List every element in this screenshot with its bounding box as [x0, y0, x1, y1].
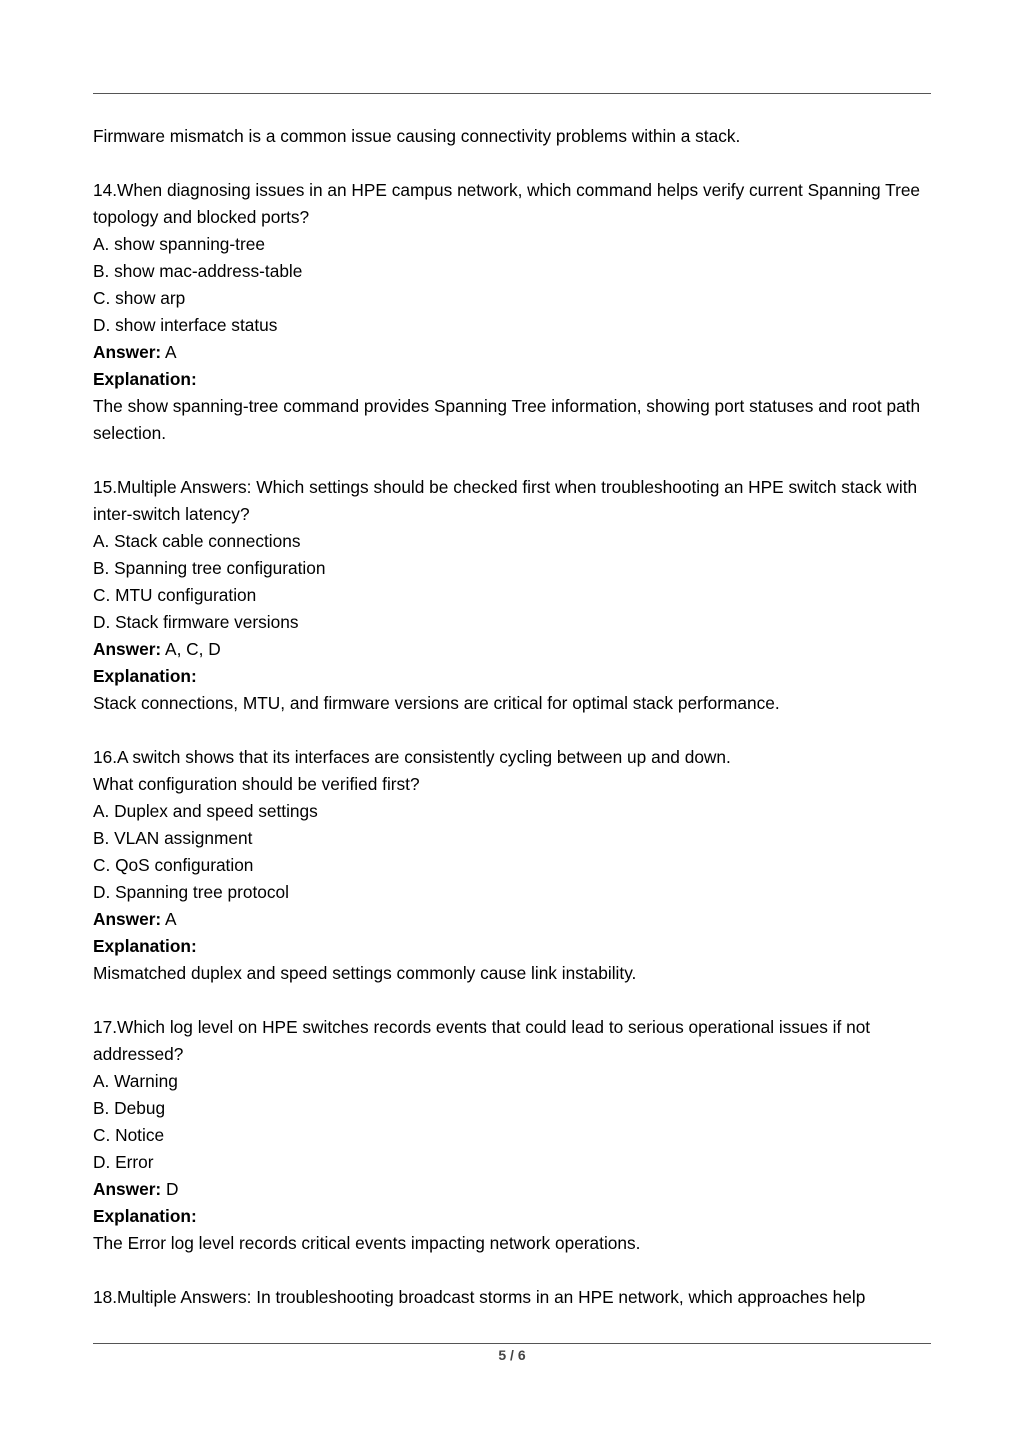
explanation-text: The Error log level records critical events impacting network operations. — [93, 1233, 641, 1253]
answer-option: B. VLAN assignment — [93, 828, 253, 848]
answer-line — [93, 636, 933, 663]
question-text: 16.A switch shows that its interfaces are consistently cycling between up and down. — [93, 747, 731, 767]
question-text: What configuration should be verified first? — [93, 774, 420, 794]
answer-option: B. show mac-address-table — [93, 261, 303, 281]
answer-option: A. Warning — [93, 1071, 178, 1091]
answer-option: D. Stack firmware versions — [93, 612, 299, 632]
answer-line — [93, 1176, 933, 1203]
answer-option: B. Debug — [93, 1098, 166, 1118]
question-block — [93, 744, 933, 987]
question-block — [93, 177, 933, 447]
answer-value: A — [165, 909, 177, 929]
page-content — [93, 123, 933, 1338]
answer-label: Answer: — [93, 1179, 162, 1199]
answer-label: Answer: — [93, 909, 162, 929]
intro-paragraph: Firmware mismatch is a common issue causing connectivity problems within a stack. — [93, 126, 741, 146]
question-text: 14.When diagnosing issues in an HPE campus network, which command helps verify current Spanning Tree topology and blocked ports? — [93, 180, 921, 227]
answer-option: D. Error — [93, 1152, 154, 1172]
answer-value: A, C, D — [165, 639, 221, 659]
question-block — [93, 474, 933, 717]
answer-option: D. show interface status — [93, 315, 278, 335]
answer-option: C. show arp — [93, 288, 186, 308]
answer-value: A — [165, 342, 177, 362]
answer-line — [93, 906, 933, 933]
answer-option: A. show spanning-tree — [93, 234, 265, 254]
answer-option: D. Spanning tree protocol — [93, 882, 289, 902]
answer-option: C. QoS configuration — [93, 855, 254, 875]
question-18-text: 18.Multiple Answers: In troubleshooting broadcast storms in an HPE network, which approaches help — [93, 1287, 866, 1307]
explanation-label: Explanation: — [93, 1206, 197, 1226]
answer-label: Answer: — [93, 639, 162, 659]
answer-option: C. MTU configuration — [93, 585, 257, 605]
question-block — [93, 1014, 933, 1257]
footer-divider — [93, 1343, 931, 1344]
explanation-text: The show spanning-tree command provides Spanning Tree information, showing port statuses and root path selection. — [93, 396, 921, 443]
answer-line — [93, 339, 933, 366]
explanation-text: Mismatched duplex and speed settings commonly cause link instability. — [93, 963, 637, 983]
answer-option: C. Notice — [93, 1125, 165, 1145]
answer-option: B. Spanning tree configuration — [93, 558, 326, 578]
page-number: 5 / 6 — [498, 1347, 526, 1363]
answer-option: A. Stack cable connections — [93, 531, 301, 551]
question-list — [93, 177, 933, 1257]
header-divider — [93, 93, 931, 94]
answer-value: D — [166, 1179, 179, 1199]
question-text: 17.Which log level on HPE switches records events that could lead to serious operational issues if not addressed? — [93, 1017, 871, 1064]
answer-option: A. Duplex and speed settings — [93, 801, 318, 821]
explanation-label: Explanation: — [93, 936, 197, 956]
answer-label: Answer: — [93, 342, 162, 362]
explanation-text: Stack connections, MTU, and firmware versions are critical for optimal stack performance. — [93, 693, 780, 713]
explanation-label: Explanation: — [93, 369, 197, 389]
explanation-label: Explanation: — [93, 666, 197, 686]
question-text: 15.Multiple Answers: Which settings should be checked first when troubleshooting an HPE switch stack with inter-switch latency? — [93, 477, 918, 524]
